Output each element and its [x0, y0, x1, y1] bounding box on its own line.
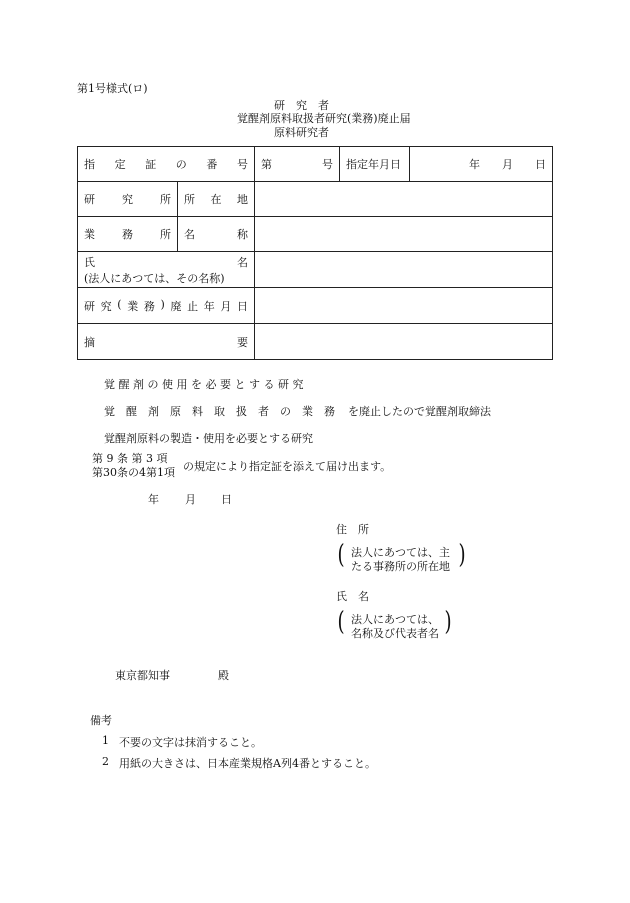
- left-bracket-icon: (: [337, 607, 345, 637]
- article-1: 第 9 条 第 3 項: [92, 452, 168, 465]
- name-note-2: 名称及び代表者名: [351, 627, 439, 640]
- office-label-cell: 業 務 所: [78, 217, 178, 252]
- lab-label-cell: 研 究 所: [78, 182, 178, 217]
- summary-value-cell[interactable]: [255, 324, 553, 360]
- address-label-cell: 所 在 地: [178, 182, 255, 217]
- date-year: 年: [469, 158, 480, 171]
- name-label: 氏 名: [336, 590, 369, 603]
- person-note: (法人にあつては、その名称): [84, 271, 225, 285]
- submit-month: 月: [185, 493, 196, 506]
- summary-label-cell: 摘 要: [78, 324, 255, 360]
- name-note-1: 法人にあつては、: [351, 613, 439, 626]
- abolish-date-label-cell: 研 究 ( 業 務 ) 廃 止 年 月 日: [78, 288, 255, 324]
- statement-line-b-suffix: を廃止したので覚醒剤取締法: [348, 405, 491, 418]
- right-bracket-icon: ): [444, 607, 452, 637]
- title-line-2: 覚醒剤原料取扱者研究(業務)廃止届: [237, 112, 411, 125]
- left-bracket-icon: (: [337, 540, 345, 570]
- form-table: [77, 146, 553, 360]
- addressee-honorific: 殿: [218, 669, 229, 682]
- designation-char: 定: [114, 158, 126, 171]
- person-label-cell: 氏 名 (法人にあつては、その名称): [78, 252, 255, 288]
- submit-day: 日: [221, 493, 232, 506]
- name-label-cell: 名 称: [178, 217, 255, 252]
- designation-char: の: [175, 158, 187, 171]
- submit-year: 年: [148, 493, 159, 506]
- designation-char: 号: [236, 158, 248, 171]
- number-suffix: 号: [322, 158, 333, 171]
- statement-line-b: 覚 醒 剤 原 料 取 扱 者 の 業 務: [104, 405, 335, 418]
- remark-1-num: 1: [102, 734, 109, 747]
- remark-2-num: 2: [102, 755, 109, 768]
- date-month: 月: [502, 158, 513, 171]
- designation-date-cell[interactable]: [410, 147, 553, 182]
- article-suffix: の規定により指定証を添えて届け出ます。: [183, 460, 392, 473]
- address-value-cell[interactable]: [255, 182, 553, 217]
- designation-char: 証: [145, 158, 157, 171]
- person-value-cell[interactable]: [255, 252, 553, 288]
- designation-char: 指: [84, 158, 95, 171]
- address-label: 住 所: [336, 523, 369, 536]
- address-note-1: 法人にあつては、主: [351, 546, 450, 559]
- remarks-heading: 備考: [90, 714, 112, 727]
- statement-line-a: 覚 醒 剤 の 使 用 を 必 要 と す る 研 究: [104, 378, 304, 391]
- form-number: 第1号様式(ロ): [77, 82, 148, 95]
- addressee-name: 東京都知事: [115, 669, 170, 682]
- address-note-2: たる事務所の所在地: [351, 560, 450, 573]
- date-day: 日: [535, 158, 546, 171]
- title-line-1: 研 究 者: [274, 99, 329, 112]
- abolish-date-value-cell[interactable]: [255, 288, 553, 324]
- designation-char: 番: [206, 158, 218, 171]
- name-value-cell[interactable]: [255, 217, 553, 252]
- designation-number-cell[interactable]: [255, 147, 340, 182]
- right-bracket-icon: ): [458, 540, 466, 570]
- remark-1-text: 不要の文字は抹消すること。: [119, 736, 262, 749]
- designation-label-cell: [78, 147, 255, 182]
- remark-2-text: 用紙の大きさは、日本産業規格A列4番とすること。: [119, 757, 376, 770]
- statement-line-c: 覚醒剤原料の製造・使用を必要とする研究: [104, 432, 313, 445]
- designation-date-label: 指定年月日: [340, 147, 410, 182]
- title-line-3: 原料研究者: [274, 126, 329, 139]
- article-2: 第30条の4第1項: [92, 466, 175, 479]
- number-prefix: 第: [261, 158, 272, 171]
